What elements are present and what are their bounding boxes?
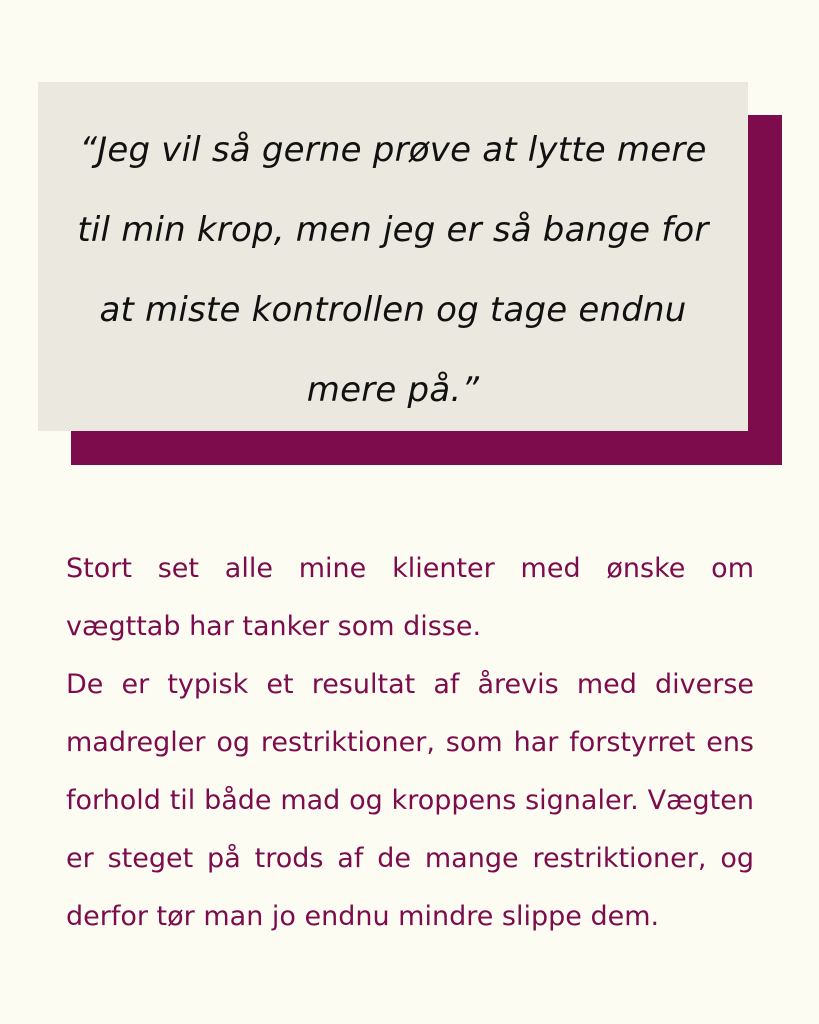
body-paragraph-1: Stort set alle mine klienter med ønske om vægttab har tanker som disse. bbox=[66, 553, 754, 642]
body-text bbox=[66, 540, 754, 946]
body-paragraph-2: De er typisk et resultat af årevis med diverse madregler og restriktioner, som har forstyrret ens forhold til både mad og kroppens signaler. Vægten er steget på trods af de mange restriktioner, og derfor tør man jo endnu mindre slippe dem. bbox=[66, 669, 754, 932]
quote-text: “Jeg vil så gerne prøve at lytte mere til min krop, men jeg er så bange for at miste kontrollen og tage endnu mere på.” bbox=[77, 130, 709, 410]
quote-card bbox=[38, 82, 748, 431]
